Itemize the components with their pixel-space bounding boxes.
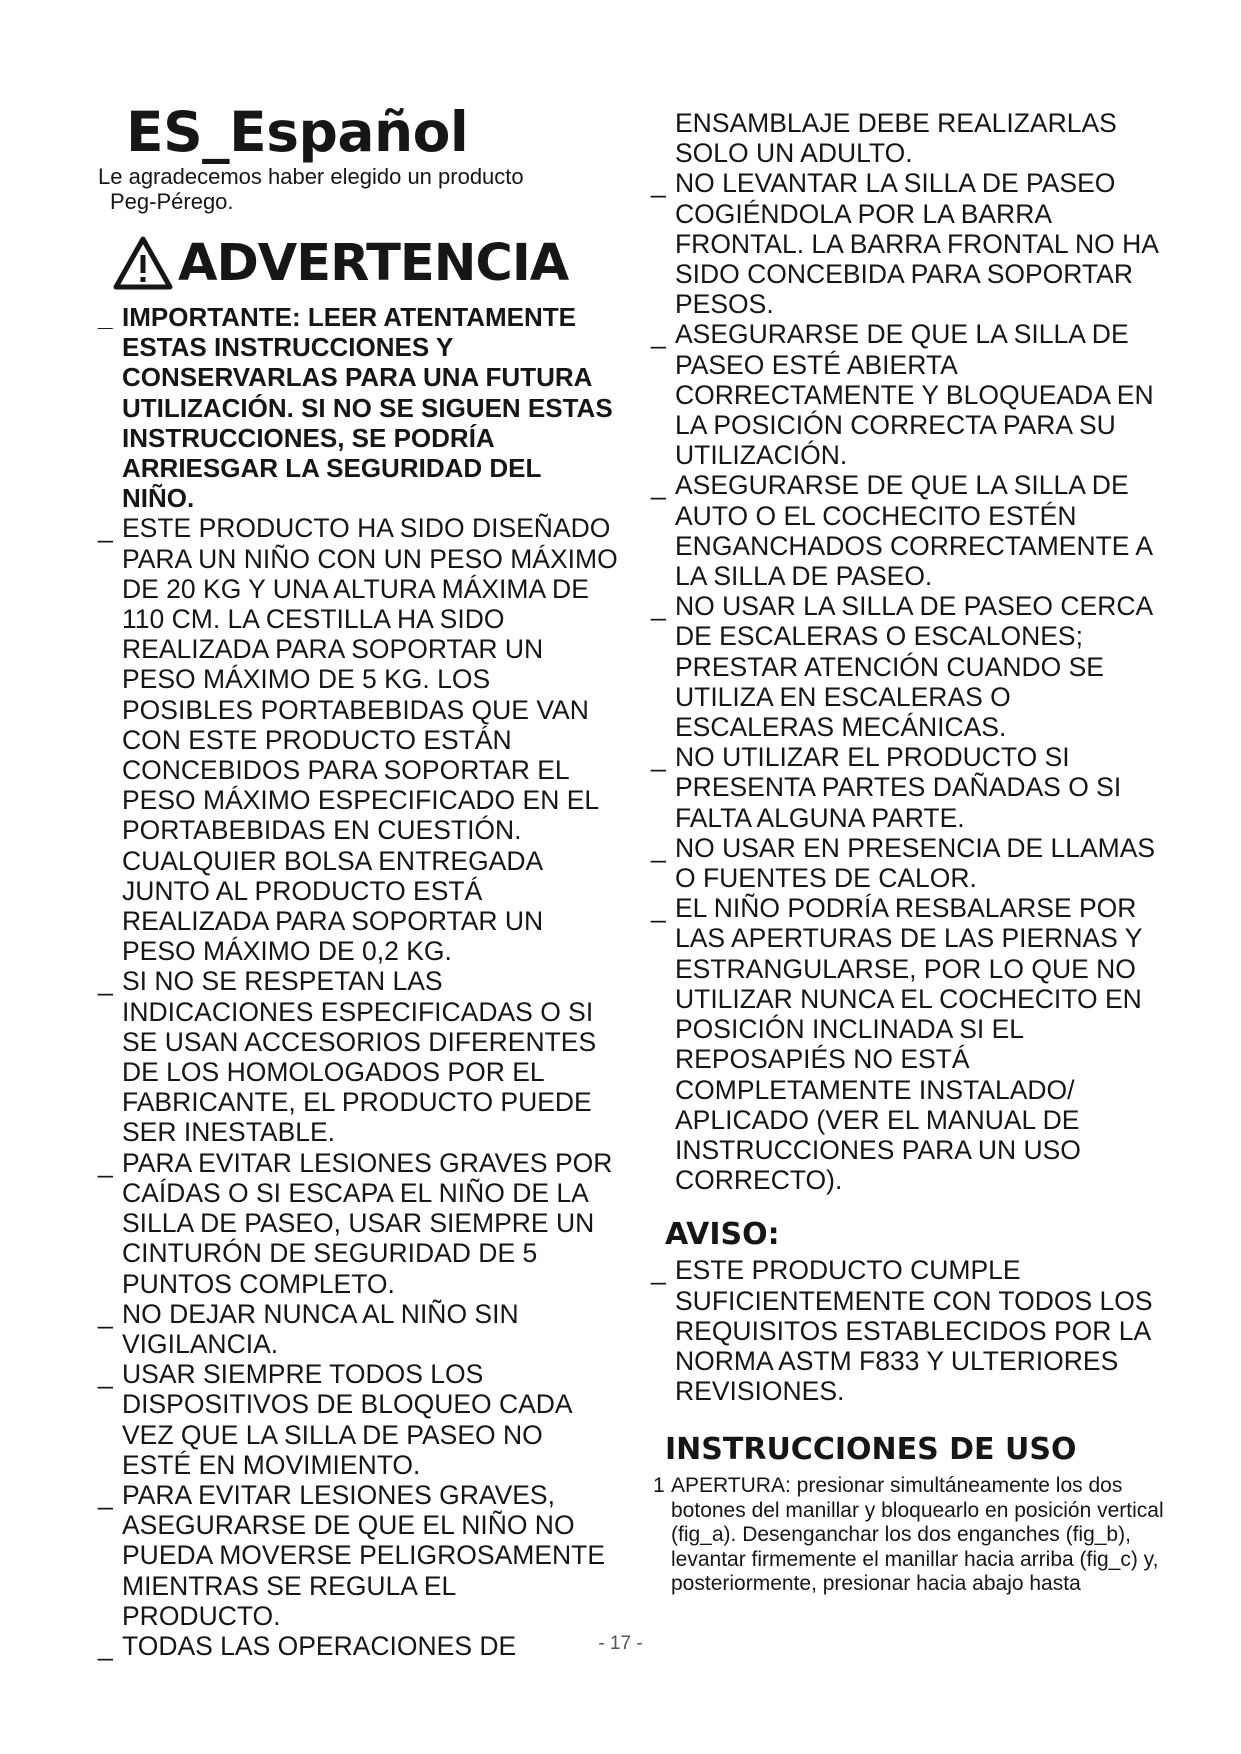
right-column: [651, 108, 1171, 1597]
instruction-step: [651, 1474, 1171, 1597]
warning-item: _ NO UTILIZAR EL PRODUCTO SI PRESENTA PARTES DAÑADAS O SI FALTA ALGUNA PARTE.: [651, 742, 1171, 833]
warning-item: _ NO DEJAR NUNCA AL NIÑO SIN VIGILANCIA.: [98, 1299, 618, 1359]
step-number: 1: [653, 1474, 665, 1498]
notice-list: [651, 1255, 1171, 1406]
language-title: ES_Español: [126, 100, 469, 164]
instructions-heading: INSTRUCCIONES DE USO: [665, 1432, 1077, 1468]
warning-item: _ NO USAR LA SILLA DE PASEO CERCA DE ESCALERAS O ESCALONES; PRESTAR ATENCIÓN CUANDO SE UTILIZA EN ESCALERAS O ESCALERAS MECÁNICAS.: [651, 591, 1171, 742]
instructions-list: [651, 1474, 1171, 1597]
warning-item: _ TODAS LAS OPERACIONES DE: [98, 1631, 618, 1661]
warning-item: _ ASEGURARSE DE QUE LA SILLA DE PASEO ESTÉ ABIERTA CORRECTAMENTE Y BLOQUEADA EN LA POSICIÓN CORRECTA PARA SU UTILIZACIÓN.: [651, 319, 1171, 470]
warning-item: _ PARA EVITAR LESIONES GRAVES, ASEGURARSE DE QUE EL NIÑO NO PUEDA MOVERSE PELIGROSAMENTE MIENTRAS SE REGULA EL PRODUCTO.: [98, 1480, 618, 1631]
warning-list-left: [98, 302, 618, 1661]
warning-item: _ SI NO SE RESPETAN LAS INDICACIONES ESPECIFICADAS O SI SE USAN ACCESORIOS DIFERENTES DE LOS HOMOLOGADOS POR EL FABRICANTE, EL PRODUCTO PUEDE SER INESTABLE.: [98, 966, 618, 1147]
warning-item: _ EL NIÑO PODRÍA RESBALARSE POR LAS APERTURAS DE LAS PIERNAS Y ESTRANGULARSE, POR LO QUE NO UTILIZAR NUNCA EL COCHECITO EN POSICIÓN INCLINADA SI EL REPOSAPIÉS NO ESTÁ COMPLETAMENTE INSTALADO/ APLICADO (VER EL MANUAL DE INSTRUCCIONES PARA UN USO CORRECTO).: [651, 893, 1171, 1195]
warning-triangle-icon: [112, 235, 174, 291]
warning-heading: [112, 230, 618, 296]
warning-list-right: [651, 168, 1171, 1195]
warning-item: _ NO LEVANTAR LA SILLA DE PASEO COGIÉNDOLA POR LA BARRA FRONTAL. LA BARRA FRONTAL NO HA SIDO CONCEBIDA PARA SOPORTAR PESOS.: [651, 168, 1171, 319]
warning-item-continuation: ENSAMBLAJE DEBE REALIZARLAS SOLO UN ADULTO.: [675, 108, 1117, 169]
warning-heading-text: ADVERTENCIA: [178, 233, 569, 293]
left-column: [98, 100, 618, 1661]
page-number: - 17 -: [598, 1633, 643, 1654]
intro-line-2: Peg-Pérego.: [110, 189, 234, 214]
warning-item: _ PARA EVITAR LESIONES GRAVES POR CAÍDAS O SI ESCAPA EL NIÑO DE LA SILLA DE PASEO, USAR SIEMPRE UN CINTURÓN DE SEGURIDAD DE 5 PUNTOS COMPLETO.: [98, 1148, 618, 1299]
notice-heading: AVISO:: [665, 1217, 780, 1253]
warning-item: _ NO USAR EN PRESENCIA DE LLAMAS O FUENTES DE CALOR.: [651, 833, 1171, 893]
warning-item: _ ASEGURARSE DE QUE LA SILLA DE AUTO O EL COCHECITO ESTÉN ENGANCHADOS CORRECTAMENTE A LA SILLA DE PASEO.: [651, 470, 1171, 591]
notice-item: _ ESTE PRODUCTO CUMPLE SUFICIENTEMENTE CON TODOS LOS REQUISITOS ESTABLECIDOS POR LA NORMA ASTM F833 Y ULTERIORES REVISIONES.: [651, 1255, 1171, 1406]
intro-line-1: Le agradecemos haber elegido un producto: [98, 164, 524, 189]
warning-item: _ ESTE PRODUCTO HA SIDO DISEÑADO PARA UN NIÑO CON UN PESO MÁXIMO DE 20 KG Y UNA ALTURA MÁXIMA DE 110 CM. LA CESTILLA HA SIDO REALIZADA PARA SOPORTAR UN PESO MÁXIMO DE 5 KG. LOS POSIBLES PORTABEBIDAS QUE VAN CON ESTE PRODUCTO ESTÁN CONCEBIDOS PARA SOPORTAR EL PESO MÁXIMO ESPECIFICADO EN EL PORTABEBIDAS EN CUESTIÓN. CUALQUIER BOLSA ENTREGADA JUNTO AL PRODUCTO ESTÁ REALIZADA PARA SOPORTAR UN PESO MÁXIMO DE 0,2 KG.: [98, 513, 618, 966]
warning-item: _ IMPORTANTE: LEER ATENTAMENTE ESTAS INSTRUCCIONES Y CONSERVARLAS PARA UNA FUTURA UTILIZACIÓN. SI NO SE SIGUEN ESTAS INSTRUCCIONES, SE PODRÍA ARRIESGAR LA SEGURIDAD DEL NIÑO.: [98, 302, 618, 513]
intro-text: [98, 164, 618, 214]
warning-item: _ USAR SIEMPRE TODOS LOS DISPOSITIVOS DE BLOQUEO CADA VEZ QUE LA SILLA DE PASEO NO ESTÉ EN MOVIMIENTO.: [98, 1359, 618, 1480]
step-text: APERTURA: presionar simultáneamente los dos botones del manillar y bloquearlo en posición vertical (fig_a). Desenganchar los dos enganches (fig_b), levantar firmemente el manillar hacia arriba (fig_c) y, posteriormente, presionar hacia abajo hasta: [671, 1474, 1164, 1596]
